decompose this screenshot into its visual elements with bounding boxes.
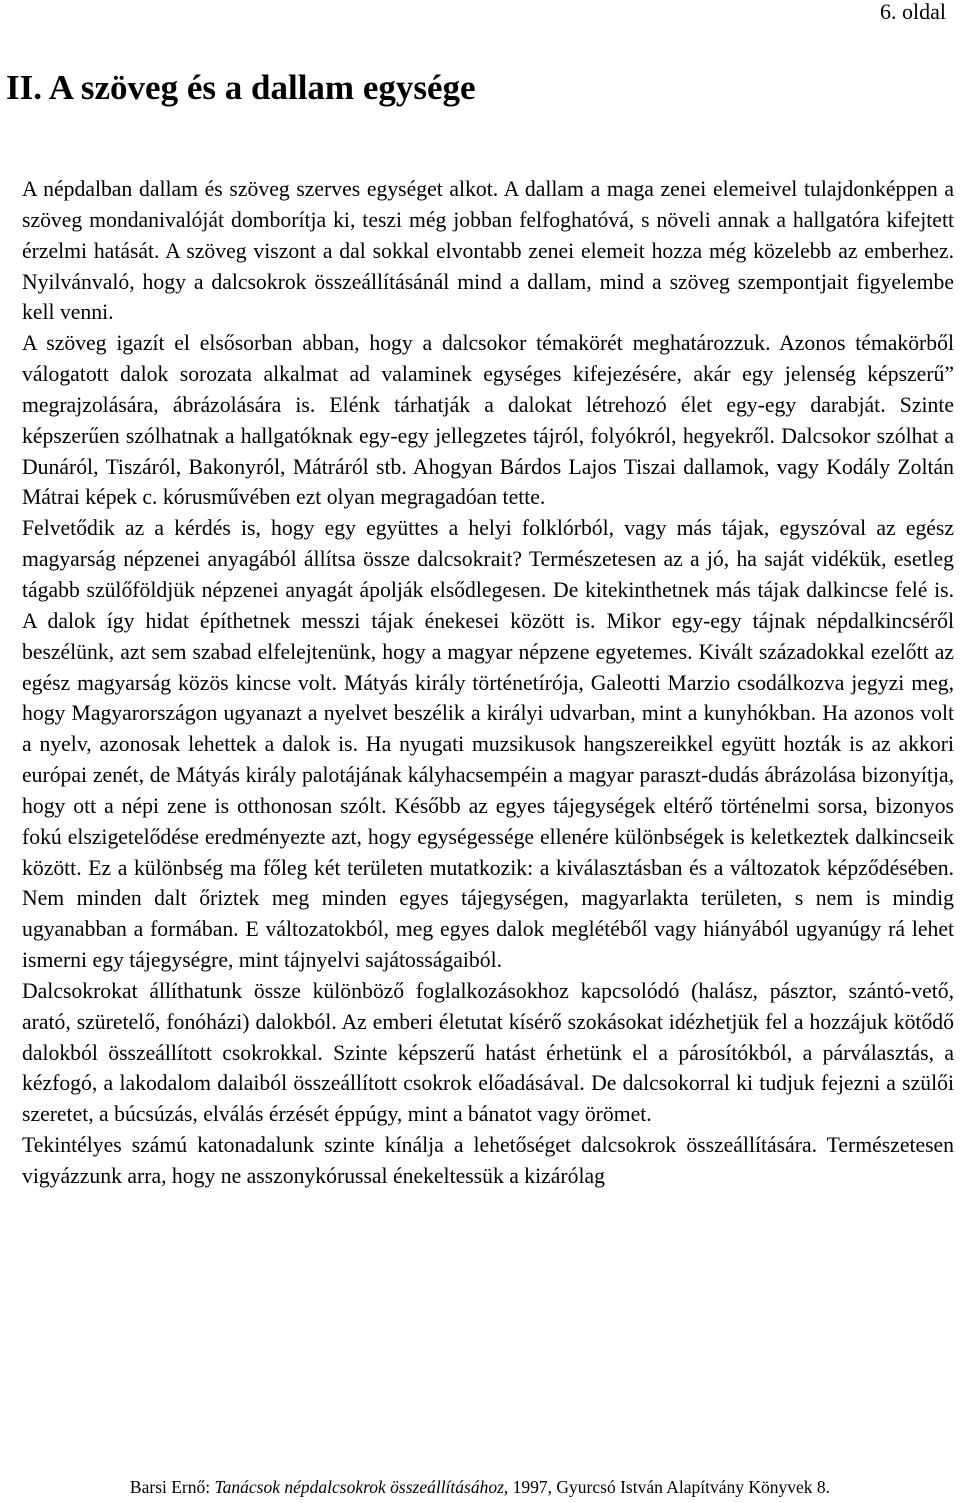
page-number: 6. oldal <box>880 0 946 24</box>
paragraph: Tekintélyes számú katonadalunk szinte kínálja a lehetőséget dalcsokrok összeállítására. Természetesen vigyázzunk arra, hogy ne asszonykórussal énekeltessük a kizárólag <box>22 1133 954 1188</box>
paragraph: A szöveg igazít el elsősorban abban, hogy a dalcsokor témakörét meghatározzuk. Azonos témakörből válogatott dalok sorozata alkalmat ad valaminek egységes kifejezésére, akár egy jelenség képszerű” megrajzolására, ábrázolására is. Elénk tárhatják a dalokat létrehozó élet egy-egy darabját. Szinte képszerűen szólhatnak a hallgatóknak egy-egy jellegzetes tájról, folyókról, hegyekről. Dalcsokor szólhat a Dunáról, Tiszáról, Bakonyról, Mátráról stb. Ahogyan Bárdos Lajos Tiszai dallamok, vagy Kodály Zoltán Mátrai képek c. kórusművében ezt olyan megragadóan tette. <box>22 331 954 510</box>
paragraph: A népdalban dallam és szöveg szerves egységet alkot. A dallam a maga zenei elemeivel tulajdonképpen a szöveg mondanivalóját domborítja ki, teszi még jobban felfoghatóvá, s növeli annak a hallgatóra kifejtett érzelmi hatását. A szöveg viszont a dal sokkal elvontabb zenei elemeit hozza még közelebb az emberhez. Nyilvánvaló, hogy a dalcsokrok összeállításánál mind a dallam, mind a szöveg szempontjait figyelembe kell venni. <box>22 177 954 325</box>
body-text <box>6 174 954 1192</box>
footer-author: Barsi Ernő <box>129 1477 206 1497</box>
footer-citation <box>0 1476 960 1498</box>
footer-details: 1997, Gyurcsó István Alapítvány Könyvek 8. <box>508 1477 831 1497</box>
paragraph: Felvetődik az a kérdés is, hogy egy együttes a helyi folklórból, vagy más tájak, egyszóval az egész magyarság népzenei anyagából állítsa össze dalcsokrait? Természetesen az a jó, ha saját vidékük, esetleg tágabb szülőföldjük népzenei anyagát ápolják elsődlegesen. De kitekinthetnek más tájak dalkincse felé is. A dalok így hidat építhetnek messzi tájak énekesei között is. Mikor egy-egy tájnak népdalkincséről beszélünk, azt sem szabad elfelejtenünk, hogy a magyar népzene egyetemes. Kivált századokkal ezelőtt az egész magyarság közös kincse volt. Mátyás király történetírója, Galeotti Marzio csodálkozva jegyzi meg, hogy Magyarországon ugyanazt a nyelvet beszélik a királyi udvarban, mint a kunyhókban. Ha azonos volt a nyelv, azonosak lehettek a dalok is. Ha nyugati muzsikusok hangszereikkel együtt hozták is az akkori európai zenét, de Mátyás király palotájának kályhacsempéin a magyar paraszt-dudás ábrázolása bizonyítja, hogy ott a népi zene is otthonosan szólt. Később az egyes tájegységek eltérő történelmi sorsa, bizonyos fokú elszigetelődése eredményezte azt, hogy egységessége ellenére különbségek is keletkeztek dalkincseik között. Ez a különbség ma főleg két területen mutatkozik: a kiválasztásban és a változatok képződésében. Nem minden dalt őriztek meg minden egyes tájegységen, magyarlakta területen, s nem is mindig ugyanabban a formában. E változatokból, meg egyes dalok meglétéből vagy hiányából ugyanúgy rá lehet ismerni egy tájegységre, mint tájnyelvi sajátosságaiból. <box>22 516 954 973</box>
paragraph: Dalcsokrokat állíthatunk össze különböző foglalkozásokhoz kapcsolódó (halász, pásztor, szántó-vető, arató, szüretelő, fonóházi) dalokból. Az emberi életutat kísérő szokásokat idézhetjük fel a hozzájuk kötődő dalokból összeállított csokrokkal. Szinte képszerű hatást érhetünk el a párosítókból, a párválasztás, a kézfogó, a lakodalom dalaiból összeállított csokrok előadásával. De dalcsokorral ki tudjuk fejezni a szülői szeretet, a búcsúzás, elválás érzését éppúgy, mint a bánatot vagy örömet. <box>22 978 954 1127</box>
footer-separator: : <box>205 1477 215 1497</box>
section-heading: II. A szöveg és a dallam egysége <box>6 68 476 107</box>
footer-title: Tanácsok népdalcsokrok összeállításához, <box>214 1477 509 1497</box>
